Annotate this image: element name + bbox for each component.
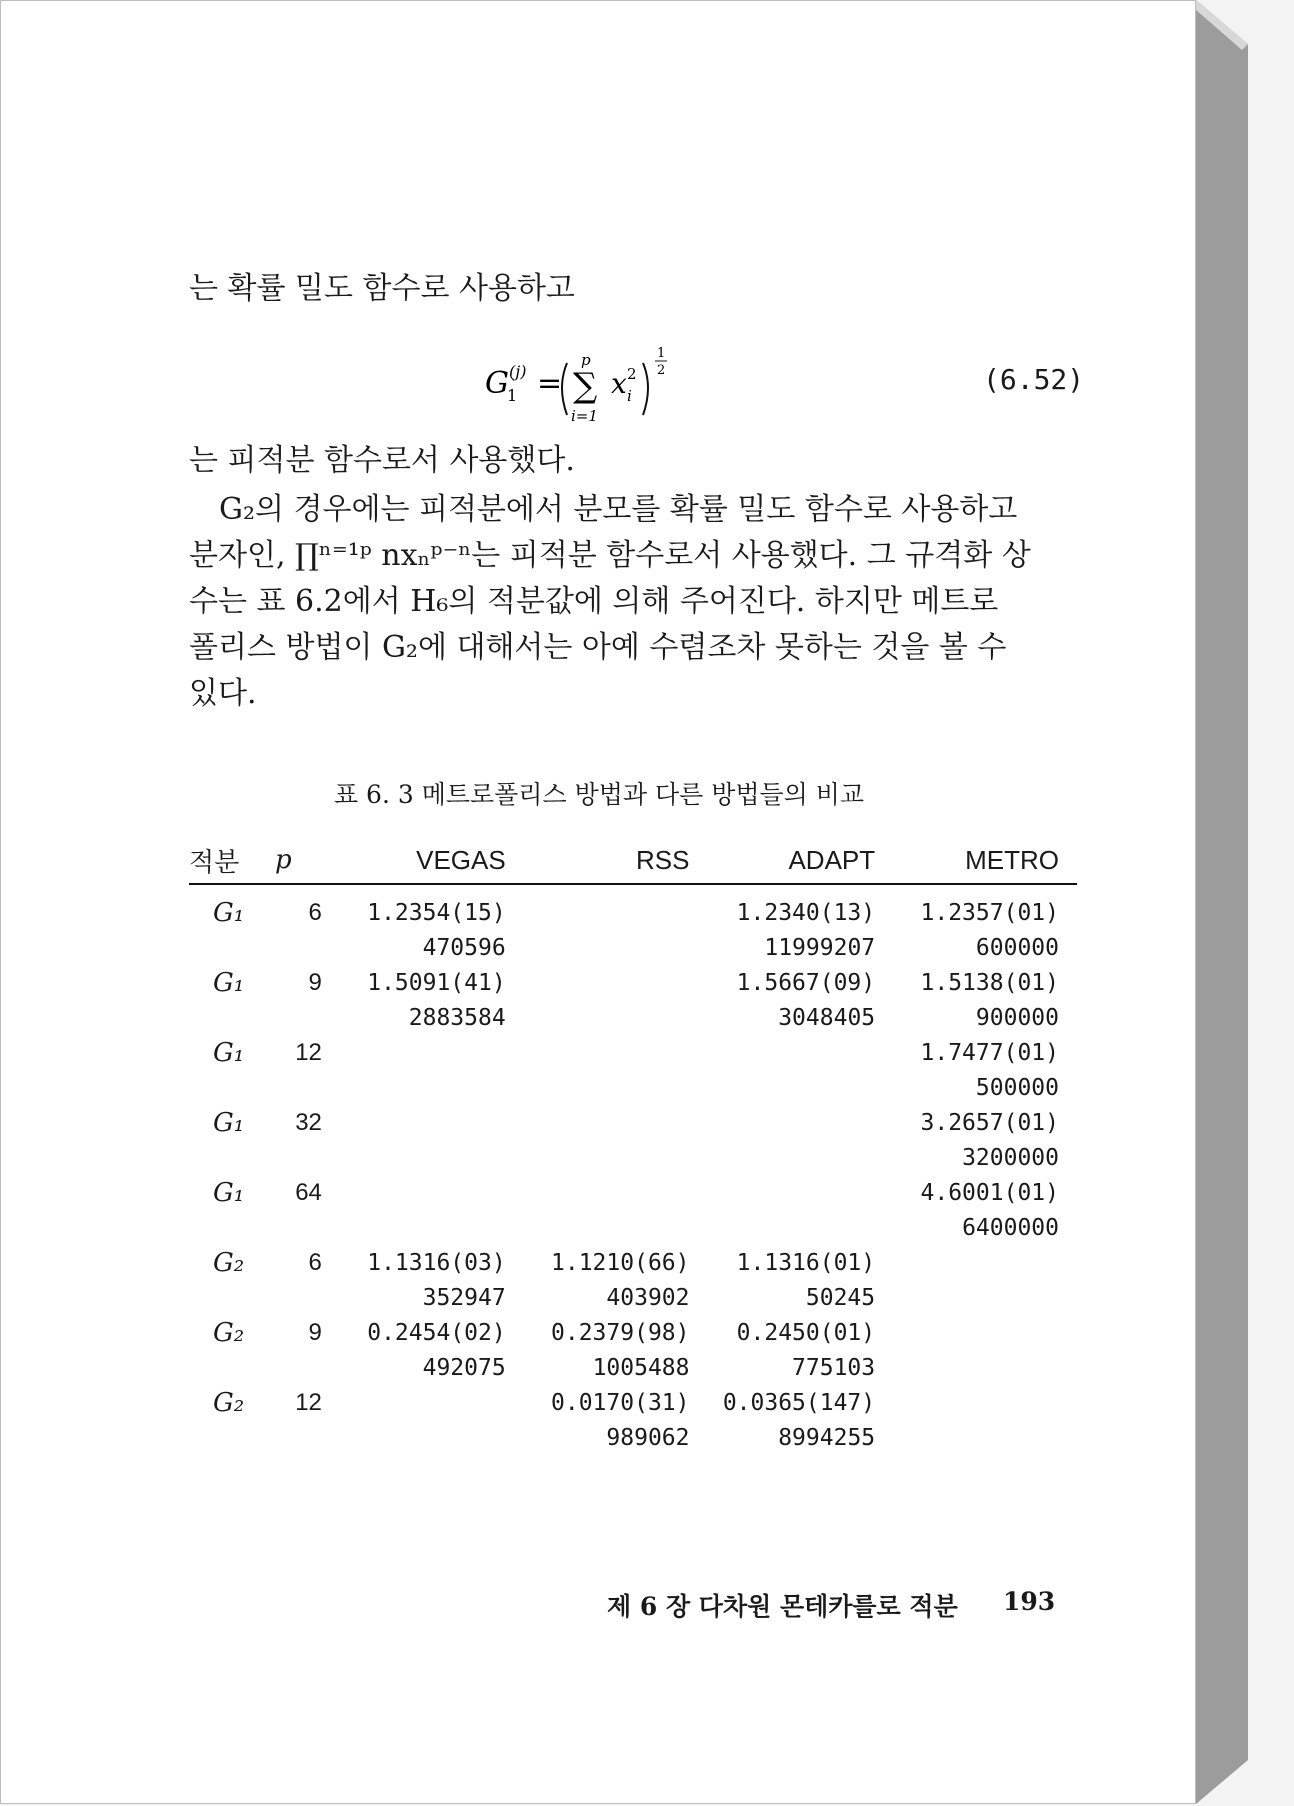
cell-rss [524, 1035, 708, 1070]
sum-lower: i=1 [571, 407, 598, 425]
table-row [189, 1140, 1077, 1175]
cell-rss [524, 884, 708, 930]
table-body [189, 884, 1077, 1455]
cell-adapt: 3048405 [778, 1004, 876, 1031]
table-row [189, 1245, 1077, 1280]
cell-adapt [708, 1175, 894, 1210]
cell-adapt: 50245 [805, 1284, 876, 1311]
cell-vegas [340, 1385, 524, 1420]
table-row [189, 1350, 1077, 1385]
summation-sign: ∑ [573, 366, 598, 406]
cell-integral [189, 1000, 275, 1035]
table-row [189, 1105, 1077, 1140]
formula-graphic [481, 341, 701, 427]
cell-rss: 1005488 [592, 1354, 690, 1381]
cell-vegas [340, 1105, 524, 1140]
comparison-table [189, 837, 1077, 1455]
cell-integral: G₂ [213, 1317, 245, 1348]
term-sup: 2 [627, 365, 637, 383]
cell-metro: 6400000 [962, 1214, 1059, 1241]
header-integral: 적분 [189, 837, 275, 884]
table-row [189, 1420, 1077, 1455]
after-formula-text: 는 피적분 함수로서 사용했다. [189, 443, 575, 478]
table-row [189, 965, 1077, 1000]
cell-vegas [340, 1210, 524, 1245]
cell-adapt [708, 1105, 894, 1140]
table-row [189, 1175, 1077, 1210]
paragraph-line-5: 있다. [189, 676, 257, 711]
cell-integral: G₂ [213, 1387, 245, 1418]
cell-integral [189, 1350, 275, 1385]
paragraph-line-4: 폴리스 방법이 G₂에 대해서는 아예 수렴조차 못하는 것을 볼 수 [189, 630, 1007, 665]
cell-integral [189, 1280, 275, 1315]
cell-rss: 0.0170(31) [551, 1389, 690, 1416]
table-row [189, 1210, 1077, 1245]
cell-metro [893, 1350, 1077, 1385]
table-header-row [189, 837, 1077, 884]
cell-adapt: 11999207 [764, 934, 876, 961]
cell-metro [893, 1280, 1077, 1315]
cell-rss [524, 1070, 708, 1105]
cell-metro: 900000 [975, 1004, 1059, 1031]
cell-rss: 989062 [606, 1424, 690, 1451]
cell-integral: G₁ [213, 897, 245, 928]
cell-rss [524, 1175, 708, 1210]
cell-p [275, 1350, 340, 1385]
cell-adapt [708, 1070, 894, 1105]
equation-6-52 [481, 341, 701, 435]
cell-p [275, 1140, 340, 1175]
cell-vegas: 0.2454(02) [367, 1319, 506, 1346]
cell-metro [893, 1420, 1077, 1455]
cell-metro: 4.6001(01) [920, 1179, 1059, 1206]
cell-rss: 1.1210(66) [551, 1249, 690, 1276]
cell-rss: 403902 [606, 1284, 690, 1311]
paragraph-line-3: 수는 표 6.2에서 H₆의 적분값에 의해 주어진다. 하지만 메트로 [189, 584, 999, 619]
cell-integral: G₁ [213, 1037, 245, 1068]
table-row [189, 884, 1077, 930]
paragraph-line-1: G₂의 경우에는 피적분에서 분모를 확률 밀도 함수로 사용하고 [219, 492, 1018, 527]
formula-sup: (j) [509, 362, 527, 381]
cell-vegas: 1.5091(41) [367, 969, 506, 996]
cell-metro: 600000 [975, 934, 1059, 961]
cell-adapt: 0.2450(01) [736, 1319, 876, 1346]
cell-rss [524, 1000, 708, 1035]
paragraph-line-2: 분자인, ∏ⁿ⁼¹ᵖ nxₙᵖ⁻ⁿ는 피적분 함수로서 사용했다. 그 규격화 상 [189, 538, 1031, 573]
table-row [189, 1385, 1077, 1420]
cell-vegas [340, 1420, 524, 1455]
cell-metro: 500000 [975, 1074, 1059, 1101]
table-row [189, 1280, 1077, 1315]
book-spine-edge [1196, 0, 1252, 1804]
cell-rss [524, 1140, 708, 1175]
cell-p: 9 [308, 1318, 322, 1346]
cell-rss [524, 965, 708, 1000]
cell-vegas: 492075 [422, 1354, 506, 1381]
chapter-footer: 제 6 장 다차원 몬테카를로 적분 [607, 1592, 958, 1621]
table-row [189, 1070, 1077, 1105]
table-row [189, 1000, 1077, 1035]
power-den: 2 [657, 363, 666, 378]
cell-p: 9 [308, 968, 322, 996]
cell-metro [893, 1385, 1077, 1420]
cell-p [275, 1420, 340, 1455]
formula-lhs: G [485, 366, 509, 401]
cell-integral: G₁ [213, 1107, 245, 1138]
cell-p: 12 [295, 1388, 322, 1416]
formula-term: x [611, 367, 627, 400]
power-num: 1 [657, 346, 666, 361]
cell-integral [189, 1070, 275, 1105]
header-vegas: VEGAS [340, 837, 524, 884]
table-row [189, 1315, 1077, 1350]
cell-integral [189, 930, 275, 965]
body-paragraph [189, 487, 1077, 717]
cell-vegas [340, 1175, 524, 1210]
cell-adapt: 0.0365(147) [722, 1389, 876, 1416]
cell-p: 64 [295, 1178, 322, 1206]
cell-metro: 1.7477(01) [920, 1039, 1059, 1066]
cell-p [275, 1280, 340, 1315]
cell-metro [893, 1245, 1077, 1280]
cell-p [275, 1210, 340, 1245]
table-caption: 표 6. 3 메트로폴리스 방법과 다른 방법들의 비교 [333, 780, 865, 809]
cell-metro: 1.5138(01) [920, 969, 1059, 996]
intro-text: 는 확률 밀도 함수로 사용하고 [189, 271, 575, 306]
term-sub: i [627, 387, 632, 405]
cell-metro: 3200000 [962, 1144, 1059, 1171]
cell-vegas: 2883584 [408, 1004, 506, 1031]
header-metro: METRO [893, 837, 1077, 884]
cell-adapt [708, 1035, 894, 1070]
cell-p [275, 930, 340, 965]
cell-metro: 3.2657(01) [920, 1109, 1059, 1136]
cell-vegas: 352947 [422, 1284, 506, 1311]
cell-adapt: 1.2340(13) [736, 899, 876, 926]
cell-vegas: 1.1316(03) [367, 1249, 506, 1276]
equation-number: (6.52) [983, 363, 1085, 396]
sum-upper: p [581, 351, 591, 369]
cell-p: 12 [295, 1038, 322, 1066]
cell-integral [189, 1140, 275, 1175]
cell-adapt: 775103 [792, 1354, 876, 1381]
cell-adapt: 1.1316(01) [736, 1249, 876, 1276]
cell-integral [189, 1420, 275, 1455]
cell-vegas [340, 1035, 524, 1070]
cell-vegas [340, 1140, 524, 1175]
cell-rss [524, 930, 708, 965]
cell-adapt [708, 1210, 894, 1245]
cell-p: 6 [308, 898, 322, 926]
cell-p [275, 1000, 340, 1035]
header-rss: RSS [524, 837, 708, 884]
cell-metro [893, 1315, 1077, 1350]
cell-p: 6 [308, 1248, 322, 1276]
cell-integral: G₁ [213, 967, 245, 998]
header-adapt: ADAPT [708, 837, 894, 884]
cell-metro: 1.2357(01) [920, 899, 1059, 926]
cell-p: 32 [295, 1108, 322, 1136]
cell-vegas: 470596 [422, 934, 506, 961]
cell-integral: G₂ [213, 1247, 245, 1278]
cell-integral [189, 1210, 275, 1245]
page-number: 193 [1003, 1587, 1056, 1616]
cell-integral: G₁ [213, 1177, 245, 1208]
svg-text:=: = [537, 366, 563, 401]
header-p: p [275, 837, 340, 884]
cell-rss [524, 1105, 708, 1140]
cell-adapt: 1.5667(09) [736, 969, 876, 996]
cell-rss [524, 1210, 708, 1245]
cell-p [275, 1070, 340, 1105]
table-row [189, 930, 1077, 965]
table-row [189, 1035, 1077, 1070]
cell-adapt [708, 1140, 894, 1175]
cell-vegas [340, 1070, 524, 1105]
cell-rss: 0.2379(98) [551, 1319, 690, 1346]
cell-vegas: 1.2354(15) [367, 899, 506, 926]
cell-adapt: 8994255 [778, 1424, 876, 1451]
formula-sub: 1 [507, 386, 518, 405]
